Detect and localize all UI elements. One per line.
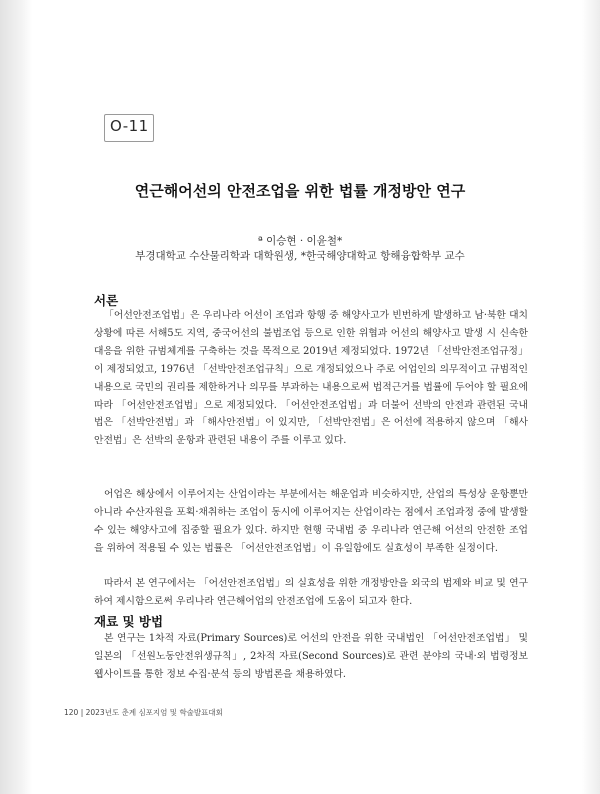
intro-paragraph-1: 「어선안전조업법」은 우리나라 어선이 조업과 항행 중 해양사고가 빈번하게 발생하고 남·북한 대치상황에 따른 서해5도 지역, 중국어선의 불법조업 등으로 인한 위협과 어선의 해양사고 발생 시 신속한 대응을 위한 규범체계를 구축하는 것을 목적으로 2019년 제정되었다. 1972년 「선박안전조업규정」이 제정되었고, 1976년 「선박안전조업규칙」으로 개정되었으나 주로 어업인의 의무적이고 규범적인 내용으로 국민의 권리를 제한하거나 의무를 부과하는 내용으로써 법적근거를 법률에 두어야 할 필요에 따라 「어선안전조업법」으로 제정되었다. 「어선안전조업법」과 더불어 선박의 안전과 관련된 국내법은 「선박안전법」과 「해사안전법」이 있지만, 「선박안전법」은 어선에 적용하지 않으며 「해사안전법」은 선박의 운항과 관련된 내용이 주를 이루고 있다. <box>94 310 528 447</box>
page-footer: 120 | 2023년도 춘계 심포지엄 및 학술발표대회 <box>64 708 223 717</box>
affiliation: 부경대학교 수산물리학과 대학원생, *한국해양대학교 항해융합학부 교수 <box>135 250 465 262</box>
paper-title: 연근해어선의 안전조업을 위한 법률 개정방안 연구 <box>134 182 466 200</box>
section-heading-methods: 재료 및 방법 <box>94 614 164 629</box>
methods-paragraph-1: 본 연구는 1차적 자료(Primary Sources)로 어선의 안전을 위한 국내법인 「어선안전조업법」 및 일본의 「선원노동안전위생규칙」, 2차적 자료(Second Sources)로 관련 분야의 국내·외 법령정보 웹사이트를 통한 정보 수집·분석 등의 방법론을 채용하였다. <box>94 633 528 680</box>
page-gutter-left <box>0 0 32 794</box>
authors: ª 이승현 · 이윤철* <box>257 235 343 247</box>
intro-paragraph-2: 어업은 해상에서 이루어지는 산업이라는 부분에서는 해운업과 비슷하지만, 산업의 특성상 운항뿐만 아니라 수산자원을 포획·채취하는 조업이 동시에 이루어지는 산업이라는 점에서 조업과정 중에 발생할 수 있는 해양사고에 집중할 필요가 있다. 하지만 현행 국내법 중 우리나라 연근해 어선의 안전한 조업을 위하여 적용될 수 있는 법률은 「어선안전조업법」이 유일함에도 실효성이 부족한 실정이다. <box>94 489 528 554</box>
page-gutter-right <box>582 0 600 794</box>
abstract-code: O-11 <box>110 117 149 135</box>
intro-paragraph-3: 따라서 본 연구에서는 「어선안전조업법」의 실효성을 위한 개정방안을 외국의 법제와 비교 및 연구하여 제시함으로써 우리나라 연근해어업의 안전조업에 도움이 되고자 한다. <box>94 578 528 607</box>
section-heading-intro: 서론 <box>94 293 119 308</box>
